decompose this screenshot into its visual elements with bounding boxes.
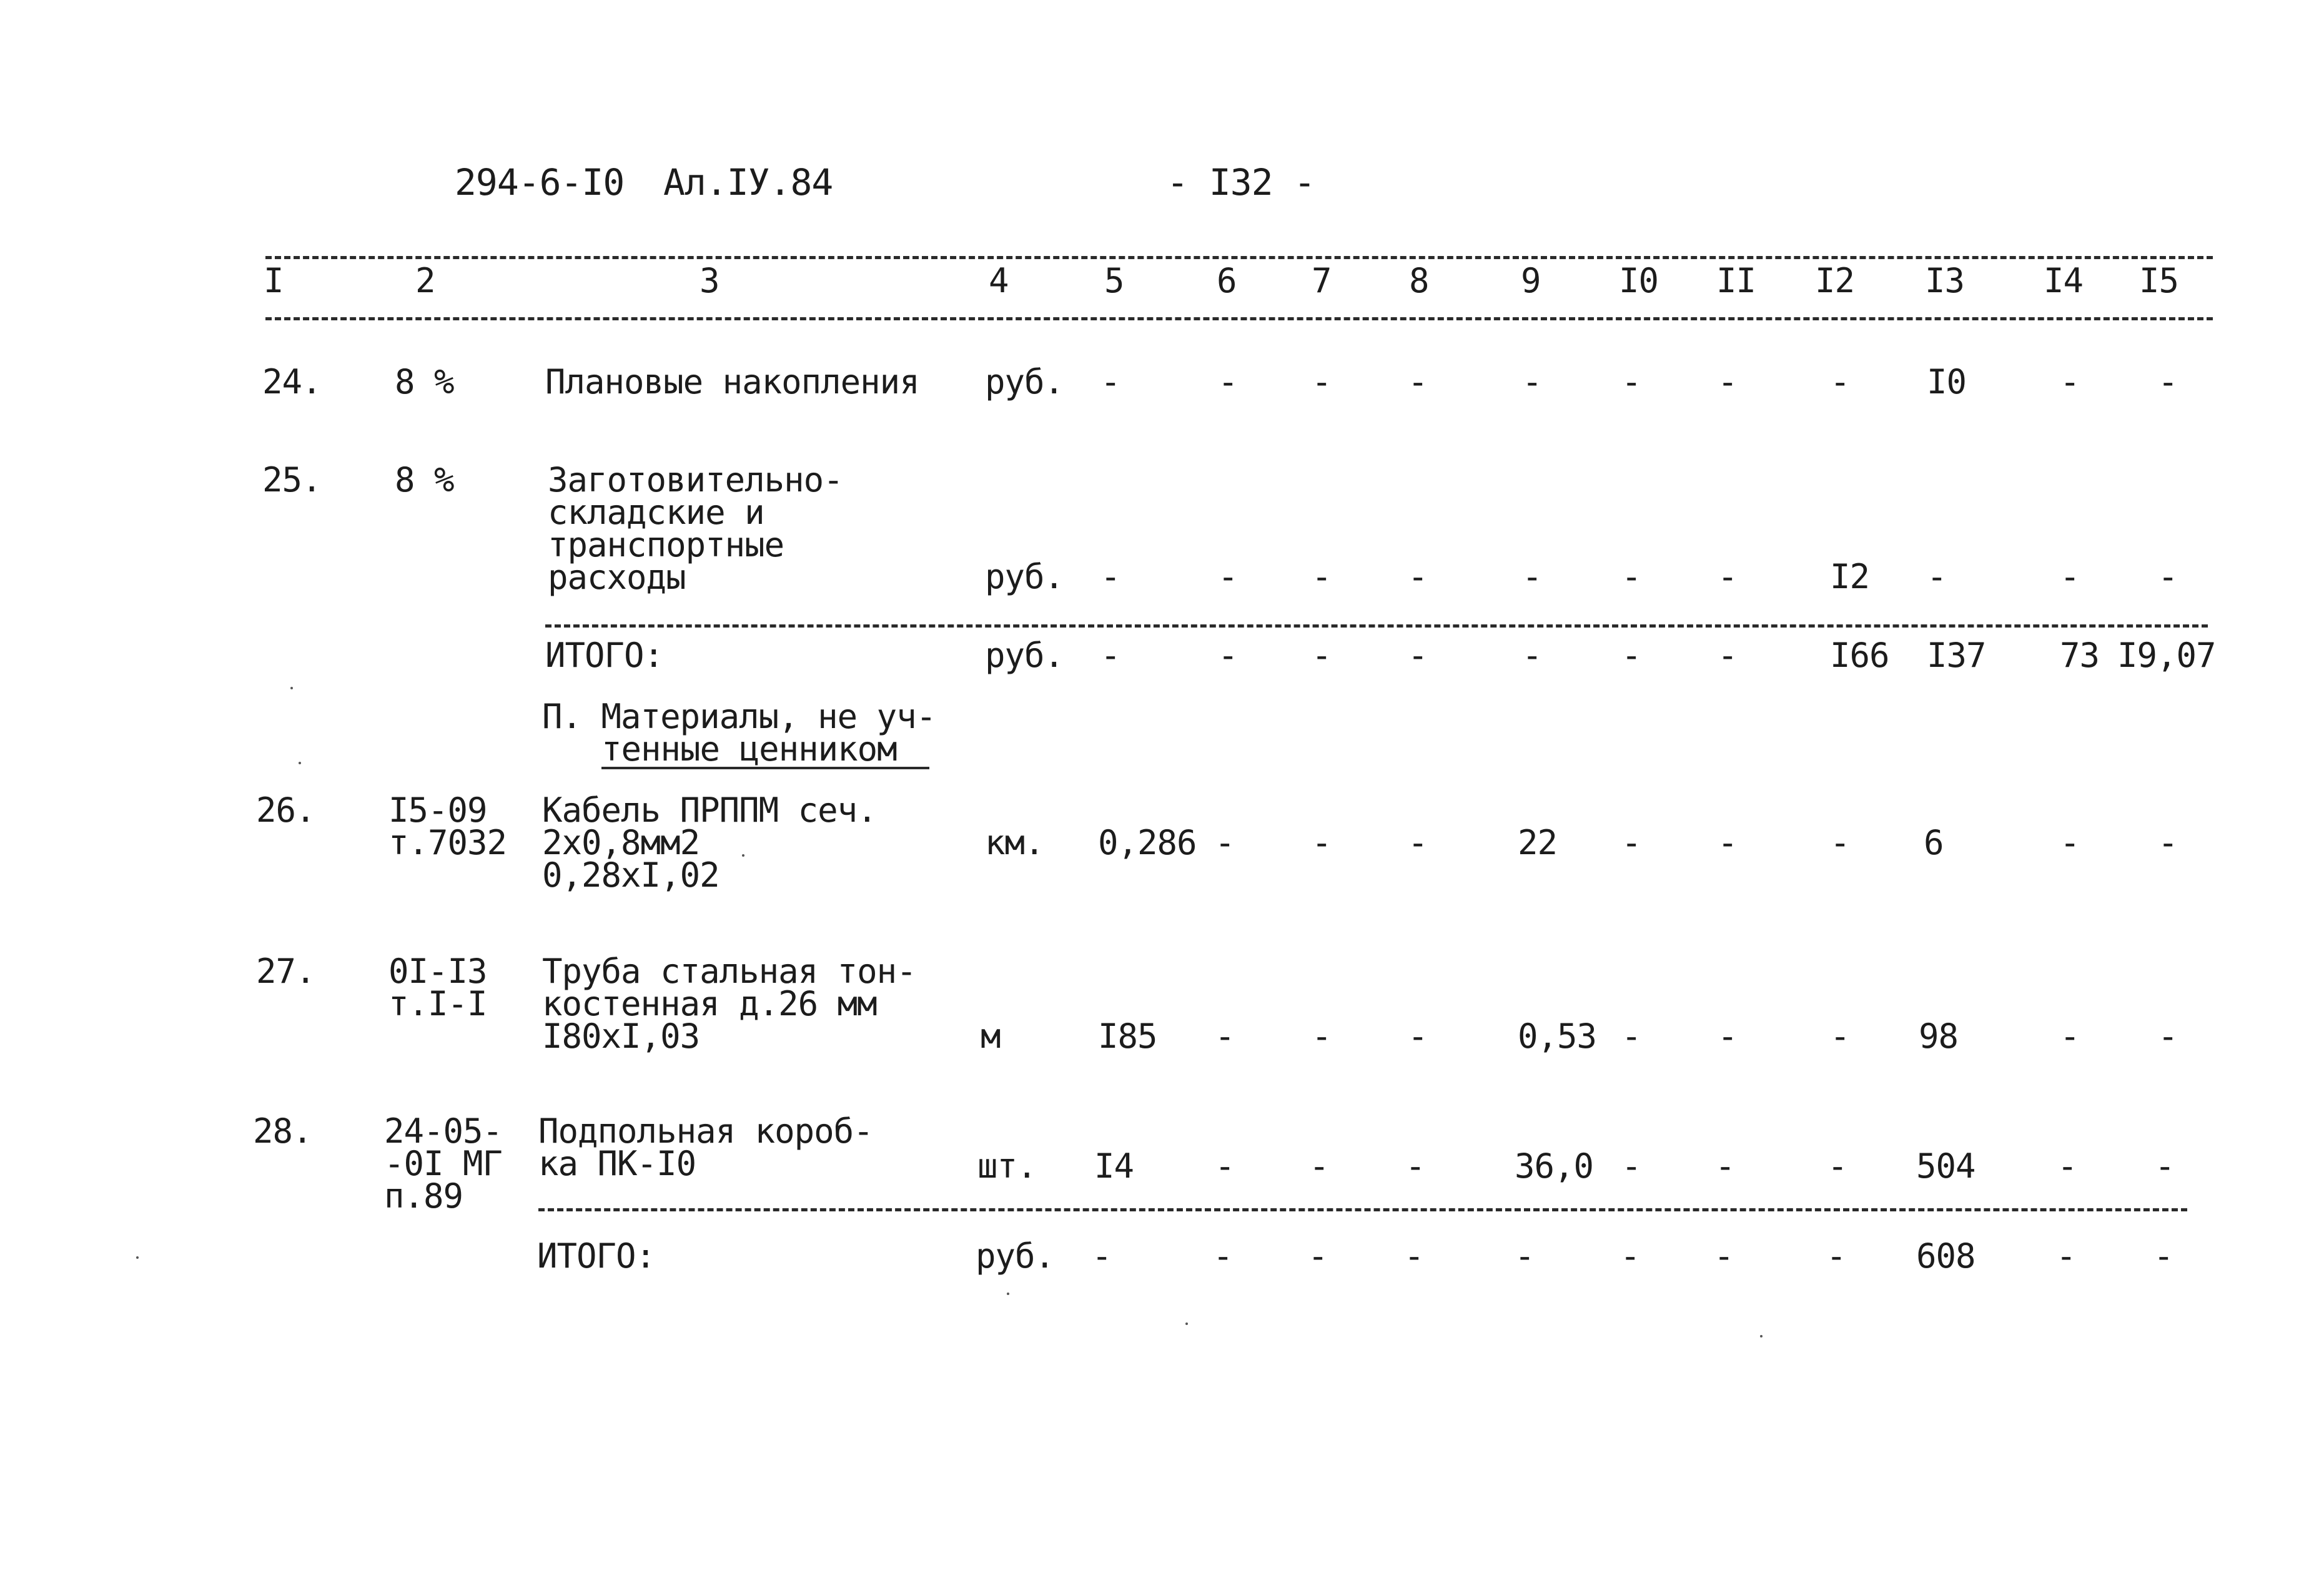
row-unit: км. [985,823,1044,862]
cell-col7: - [1312,557,1332,596]
row-description: Труба стальная тон- [542,952,916,991]
cell-col14: - [2060,1017,2080,1056]
col-header-3: 3 [700,261,719,300]
cell-col11: - [1715,1146,1735,1186]
cell-col15: - [2158,823,2178,862]
row-unit: руб. [985,362,1064,401]
cell-col13: 504 [1916,1146,1975,1186]
row-number: 28. [253,1111,312,1151]
cell-col9: - [1515,1236,1535,1276]
row-reference: -0I МГ [384,1144,503,1183]
col-header-8: 8 [1409,261,1429,300]
row-unit: руб. [985,636,1064,675]
row-number: 24. [262,362,322,401]
row-unit: м [981,1017,1001,1056]
scan-speck [1185,1322,1188,1325]
cell-col8: - [1408,362,1428,401]
cell-col12: - [1830,1017,1850,1056]
cell-col10: - [1621,823,1641,862]
cell-col5: I85 [1098,1017,1157,1056]
row-unit: руб. [976,1236,1055,1276]
cell-col7: - [1312,636,1332,675]
cell-col15: I9,07 [2117,636,2216,675]
cell-col14: - [2060,557,2080,596]
scan-speck [1007,1293,1009,1295]
cell-col10: - [1621,1017,1641,1056]
col-header-4: 4 [989,261,1009,300]
row-reference: п.89 [384,1176,463,1216]
scan-speck [1760,1335,1763,1337]
row-description: расходы [548,558,686,597]
cell-col8: - [1408,557,1428,596]
cell-col13: - [1927,557,1947,596]
cell-col13: I37 [1927,636,1986,675]
cell-col9: 22 [1518,823,1558,862]
cell-col5: I4 [1094,1146,1134,1186]
cell-col6: - [1215,823,1235,862]
row-description: ИТОГО: [545,636,664,675]
row-reference: т.I-I [388,984,487,1023]
row-reference: 8 % [395,460,454,500]
cell-col7: - [1309,1146,1329,1186]
row-reference: т.7032 [388,823,507,862]
cell-col9: - [1522,362,1542,401]
row-reference: 24-05- [384,1111,503,1151]
cell-col7: - [1312,1017,1332,1056]
cell-col5: - [1100,557,1120,596]
section-heading: П. Материалы, не уч- [542,697,936,736]
row-description: транспортные [548,525,784,564]
cell-col12: I66 [1830,636,1889,675]
row-reference: 0I-I3 [388,952,487,991]
cell-col6: - [1215,1017,1235,1056]
cell-col13: I0 [1927,362,1967,401]
cell-col11: - [1714,1236,1734,1276]
row-description: I80хI,03 [542,1017,700,1056]
doc-code: 294-6-I0 [455,161,625,204]
cell-col12: - [1830,823,1850,862]
cell-col5: - [1100,362,1120,401]
row-description: Плановые накопления [545,362,919,401]
cell-col8: - [1404,1236,1424,1276]
cell-col6: - [1218,362,1238,401]
cell-col8: - [1408,636,1428,675]
cell-col9: - [1522,557,1542,596]
row-number: 26. [256,791,315,830]
section-underline [601,767,929,769]
subtotal-rule [545,624,2208,628]
col-header-15: I5 [2139,261,2179,300]
cell-col12: I2 [1830,557,1870,596]
cell-col10: - [1621,636,1641,675]
col-header-6: 6 [1217,261,1237,300]
cell-col15: - [2155,1146,2175,1186]
cell-col8: - [1408,1017,1428,1056]
cell-col7: - [1312,823,1332,862]
cell-col11: - [1718,636,1738,675]
cell-col14: 73 [2060,636,2100,675]
col-header-12: I2 [1815,261,1855,300]
cell-col15: - [2158,362,2178,401]
cell-col14: - [2057,1146,2077,1186]
header-top-rule [265,256,2213,259]
cell-col13: 98 [1919,1017,1959,1056]
row-reference: 8 % [395,362,454,401]
cell-col9: 36,0 [1515,1146,1594,1186]
col-header-7: 7 [1312,261,1332,300]
cell-col13: 6 [1924,823,1944,862]
row-description: ИТОГО: [537,1236,656,1276]
row-description: складские и [548,493,764,532]
cell-col14: - [2056,1236,2076,1276]
cell-col12: - [1827,1146,1847,1186]
album-code: Ал.IУ.84 [663,161,833,204]
row-description: ка ПК-I0 [538,1144,696,1183]
scan-speck [299,762,301,764]
cell-col7: - [1312,362,1332,401]
cell-col6: - [1218,636,1238,675]
subtotal-rule [538,1208,2187,1211]
cell-col9: - [1522,636,1542,675]
cell-col8: - [1408,823,1428,862]
row-description: костенная д.26 мм [542,984,877,1023]
col-header-14: I4 [2044,261,2084,300]
scan-speck [136,1256,139,1259]
header-bottom-rule [265,317,2213,320]
row-unit: руб. [985,557,1064,596]
cell-col11: - [1718,557,1738,596]
cell-col8: - [1405,1146,1425,1186]
cell-col10: - [1621,1146,1641,1186]
cell-col9: 0,53 [1518,1017,1597,1056]
col-header-9: 9 [1521,261,1541,300]
row-number: 27. [256,952,315,991]
cell-col5: - [1092,1236,1112,1276]
section-heading: тенные ценником [601,729,897,769]
row-description: 2х0,8мм2 [542,823,700,862]
row-reference: I5-09 [388,791,487,830]
cell-col6: - [1215,1146,1235,1186]
row-description: Кабель ПРППМ сеч. [542,791,877,830]
cell-col6: - [1218,557,1238,596]
row-number: 25. [262,460,322,500]
page-number: - I32 - [1167,161,1315,204]
cell-col15: - [2158,557,2178,596]
row-unit: шт. [977,1146,1037,1186]
cell-col5: - [1100,636,1120,675]
cell-col14: - [2060,823,2080,862]
col-header-2: 2 [415,261,435,300]
cell-col12: - [1826,1236,1846,1276]
col-header-10: I0 [1619,261,1659,300]
cell-col6: - [1213,1236,1233,1276]
cell-col10: - [1620,1236,1640,1276]
cell-col5: 0,286 [1098,823,1197,862]
cell-col10: - [1621,362,1641,401]
col-header-13: I3 [1925,261,1965,300]
col-header-1: I [264,261,284,300]
cell-col11: - [1718,823,1738,862]
cell-col11: - [1718,362,1738,401]
cell-col14: - [2060,362,2080,401]
scan-speck [742,854,744,857]
col-header-11: II [1716,261,1756,300]
cell-col15: - [2153,1236,2173,1276]
cell-col12: - [1830,362,1850,401]
row-description: 0,28хI,02 [542,855,719,895]
cell-col11: - [1718,1017,1738,1056]
cell-col10: - [1621,557,1641,596]
col-header-5: 5 [1104,261,1124,300]
cell-col15: - [2158,1017,2178,1056]
cell-col7: - [1308,1236,1328,1276]
row-description: Заготовительно- [548,460,843,500]
row-description: Подпольная короб- [538,1111,873,1151]
cell-col13: 608 [1916,1236,1975,1276]
scan-speck [290,687,293,689]
